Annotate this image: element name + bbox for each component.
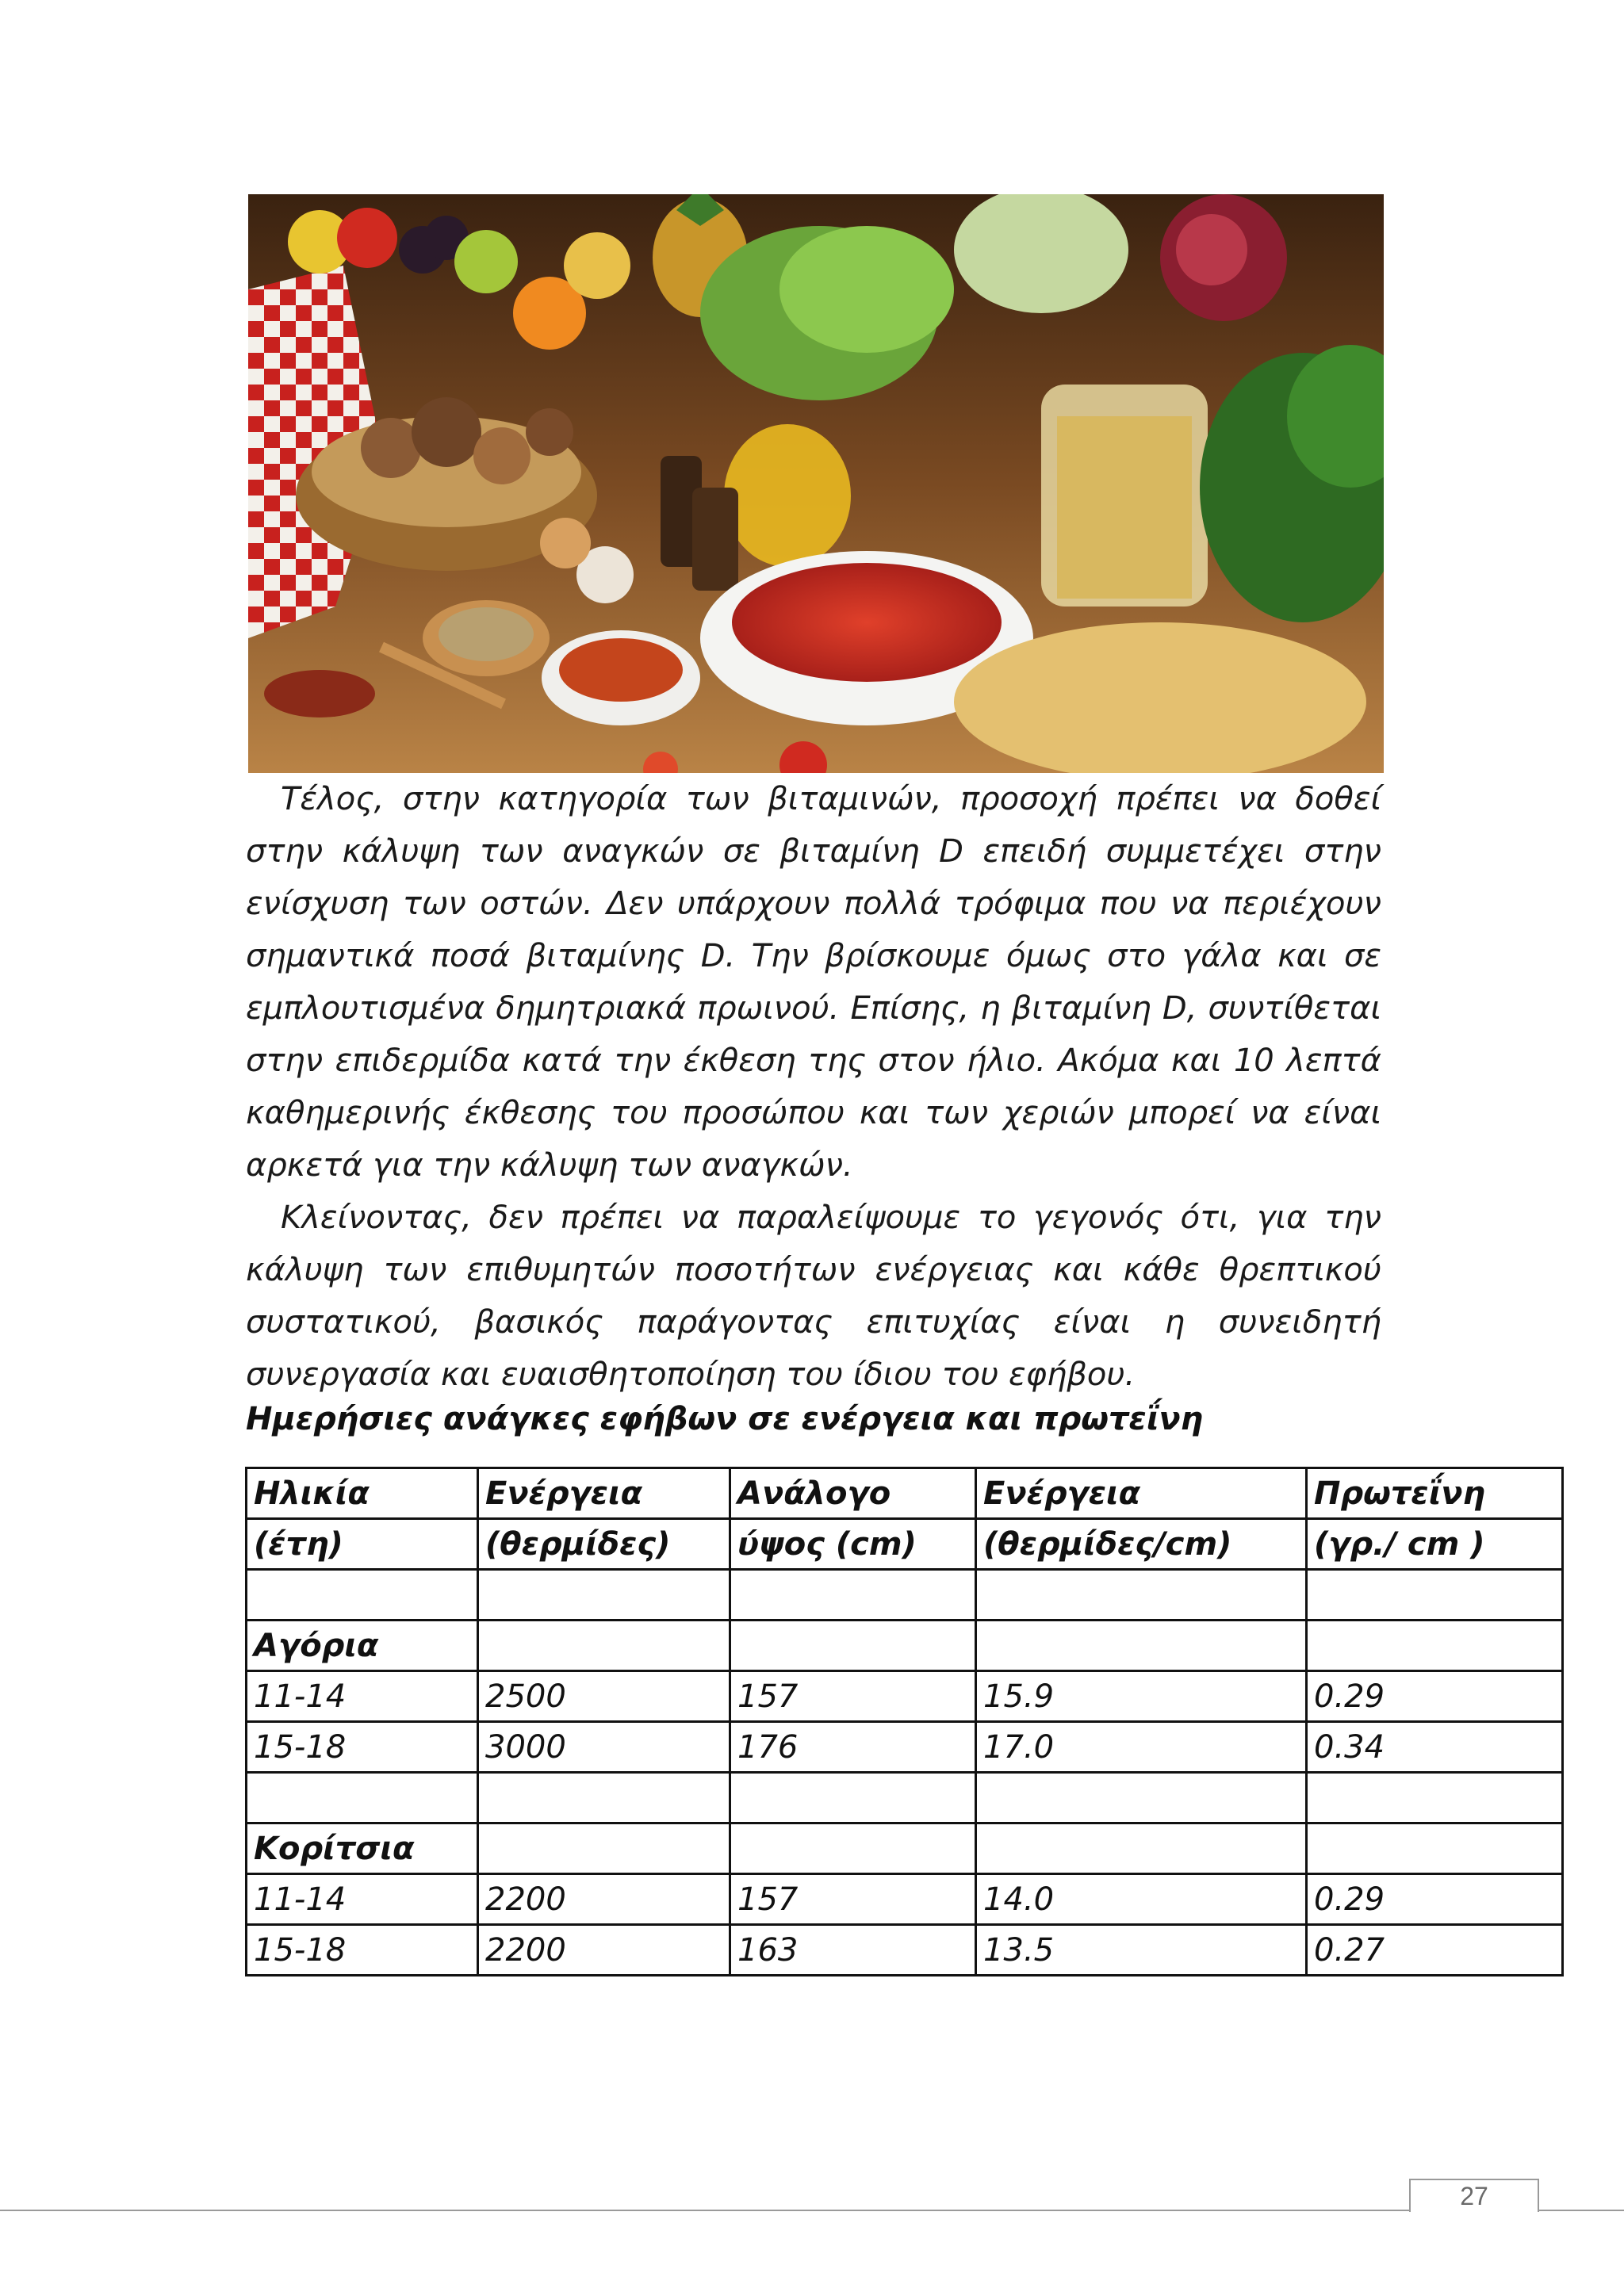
table-row [247, 1671, 1563, 1722]
table-row-empty [247, 1570, 1563, 1621]
table-cell: 2200 [478, 1925, 730, 1976]
header-cell: Πρωτεΐνη [1307, 1468, 1563, 1519]
table-cell [478, 1621, 730, 1671]
header-cell: ύψος (cm) [730, 1519, 976, 1570]
table-cell [976, 1773, 1307, 1823]
footer-rule [0, 2210, 1624, 2211]
table-cell: 15.9 [976, 1671, 1307, 1722]
table-cell [1307, 1823, 1563, 1874]
table-group-row [247, 1823, 1563, 1874]
table-cell: 0.29 [1307, 1671, 1563, 1722]
paragraph-conclusion: Κλείνοντας, δεν πρέπει να παραλείψουμε το γεγονός ότι, για την κάλυψη των επιθυμητών ποσοτήτων ενέργειας και κάθε θρεπτικού συστατικού, βασικός παράγοντας επιτυχίας είναι η συνειδητή συνεργασία και ευαισθητοποίηση του ίδιου του εφήβου. [246, 1200, 1381, 1393]
table-row [247, 1925, 1563, 1976]
energy-protein-table [245, 1467, 1564, 1976]
table-cell: 11-14 [247, 1874, 478, 1925]
table-cell: 157 [730, 1671, 976, 1722]
table-cell: 15-18 [247, 1925, 478, 1976]
header-cell: (θερμίδες) [478, 1519, 730, 1570]
table-header-row [247, 1468, 1563, 1519]
header-cell: Ενέργεια [478, 1468, 730, 1519]
table-cell [247, 1570, 478, 1621]
table-row [247, 1874, 1563, 1925]
table-cell: 157 [730, 1874, 976, 1925]
table-cell [730, 1570, 976, 1621]
header-cell: Ανάλογο [730, 1468, 976, 1519]
table-cell [976, 1570, 1307, 1621]
table-cell: 11-14 [247, 1671, 478, 1722]
table-cell: 13.5 [976, 1925, 1307, 1976]
header-cell: Ενέργεια [976, 1468, 1307, 1519]
group-label-boys: Αγόρια [247, 1621, 478, 1671]
table-cell: 0.29 [1307, 1874, 1563, 1925]
table-title: Ημερήσιες ανάγκες εφήβων σε ενέργεια και πρωτεΐνη [246, 1401, 1204, 1437]
page-number: 27 [1460, 2182, 1488, 2210]
table-cell: 17.0 [976, 1722, 1307, 1773]
header-cell: (γρ./ cm ) [1307, 1519, 1563, 1570]
paragraph-vitamins: Τέλος, στην κατηγορία των βιταμινών, προσοχή πρέπει να δοθεί στην κάλυψη των αναγκών σε βιταμίνη D επειδή συμμετέχει στην ενίσχυση των οστών. Δεν υπάρχουν πολλά τρόφιμα που να περιέχουν σημαντικά ποσά βιταμίνης D. Την βρίσκουμε όμως στο γάλα και σε εμπλουτισμένα δημητριακά πρωινού. Επίσης, η βιταμίνη D, συντίθεται στην επιδερμίδα κατά την έκθεση της στον ήλιο. Ακόμα και 10 λεπτά καθημερινής έκθεσης του προσώπου και των χεριών μπορεί να είναι αρκετά για την κάλυψη των αναγκών. [246, 781, 1381, 1184]
food-still-life-photo [248, 194, 1384, 773]
table-group-row [247, 1621, 1563, 1671]
table-cell: 15-18 [247, 1722, 478, 1773]
table-cell [1307, 1773, 1563, 1823]
table-row [247, 1722, 1563, 1773]
table-cell: 2200 [478, 1874, 730, 1925]
header-cell: (έτη) [247, 1519, 478, 1570]
table-cell: 2500 [478, 1671, 730, 1722]
table-cell [1307, 1570, 1563, 1621]
table-cell [1307, 1621, 1563, 1671]
table-cell [247, 1773, 478, 1823]
table-cell: 3000 [478, 1722, 730, 1773]
table-cell: 0.27 [1307, 1925, 1563, 1976]
table-cell [730, 1621, 976, 1671]
table-cell: 176 [730, 1722, 976, 1773]
table-cell [730, 1823, 976, 1874]
table-cell [976, 1823, 1307, 1874]
table-cell: 14.0 [976, 1874, 1307, 1925]
table-cell [478, 1570, 730, 1621]
table-header-row [247, 1519, 1563, 1570]
table-cell [730, 1773, 976, 1823]
group-label-girls: Κορίτσια [247, 1823, 478, 1874]
table-cell [478, 1773, 730, 1823]
table-cell: 163 [730, 1925, 976, 1976]
table-row-empty [247, 1773, 1563, 1823]
header-cell: Ηλικία [247, 1468, 478, 1519]
table-cell [976, 1621, 1307, 1671]
table-cell: 0.34 [1307, 1722, 1563, 1773]
table-cell [478, 1823, 730, 1874]
header-cell: (θερμίδες/cm) [976, 1519, 1307, 1570]
body-text [246, 773, 1381, 1401]
